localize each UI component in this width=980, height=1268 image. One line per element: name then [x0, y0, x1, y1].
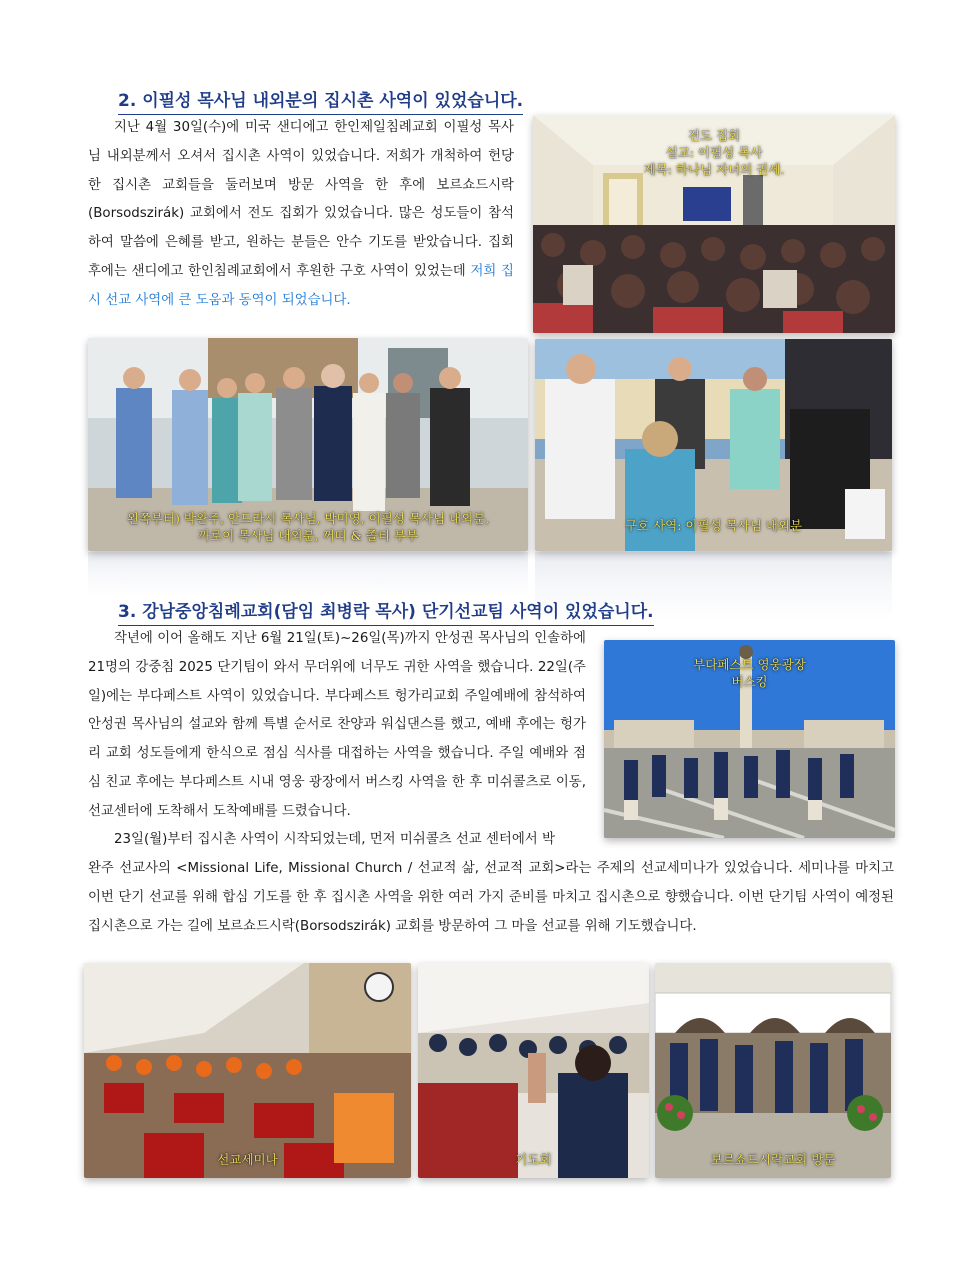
meeting-caption-preacher: 설교: 이필성 목사	[665, 145, 763, 160]
section2-heading: 2. 이필성 목사님 내외분의 집시촌 사역이 있었습니다.	[118, 86, 523, 115]
seminar-scene-illustration	[84, 963, 411, 1178]
prayer-scene-illustration	[418, 963, 649, 1178]
group-caption-line1: 왼쪽부터) 박완주, 안드라시 목사님, 박미영, 이필성 목사님 내외분,	[126, 511, 490, 526]
section3-paragraph1: 작년에 이어 올해도 지난 6월 21일(토)~26일(목)까지 안성권 목사님의 인솔하에 21명의 강중침 2025 단기팀이 와서 무더위에 너무도 귀한 사역을 했습니다. 22일(주일)에는 부다페스트 사역이 있었습니다. 부다페스트 헝가리교회 주일예배에 참석하여 안성권 목사님의 설교와 함께 특별 순서로 찬양과 워십댄스를 했고, 예배 후에는 헝가리 교회 성도들에게 한식으로 점심 식사를 대접하는 사역을 했습니다. 주일 예배와 점심 친교 후에는 부다페스트 시내 영웅 광장에서 버스킹 사역을 한 후 미쉬콜츠로 이동, 선교센터에 도착해서 도착예배를 드렸습니다.	[88, 631, 586, 819]
relief-caption: 구호 사역: 이필성 목사님 내외분	[624, 518, 803, 533]
meeting-caption-sermon: 제목: 하나님 자녀의 권세.	[643, 162, 785, 177]
photo-group-reflection	[88, 552, 528, 596]
church-scene-illustration	[655, 963, 891, 1178]
seminar-caption: 선교세미나	[217, 1152, 278, 1167]
meeting-caption-title: 전도 집회	[687, 128, 741, 143]
section2-paragraph-main: 지난 4월 30일(수)에 미국 샌디에고 한인제일침례교회 이필성 목사님 내외분께서 오셔서 집시촌 사역이 있었습니다. 저희가 개척하여 헌당한 집시촌 교회들을 둘러보며 방문 사역을 한 후에 보르쇼드시락(Borsodszirák) 교회에서 전도 집회가 있었습니다. 많은 성도들이 참석하여 말씀에 은혜를 받고, 원하는 분들은 안수 기도를 받았습니다. 집회 후에는 샌디에고 한인침례교회에서 후원한 구호 사역이 있었는데	[88, 120, 514, 279]
photo-mission-seminar	[84, 963, 411, 1178]
square-caption-line2: 버스킹	[731, 674, 768, 689]
section3-paragraph2-rest: 완주 선교사의 <Missional Life, Missional Church / 선교적 삶, 선교적 교회>라는 주제의 선교세미나가 있었습니다. 세미나를 마치고 이번 단기 선교를 위해 합심 기도를 한 후 집시촌 사역을 위한 여러 가지 준비를 마치고 집시촌으로 향했습니다. 이번 단기팀 사역이 예정된 집시촌으로 가는 길에 보르쇼드시락(Borsodszirák) 교회를 방문하여 그 마을 선교를 위해 기도했습니다.	[88, 861, 894, 934]
section3-paragraph2-start: 23일(월)부터 집시촌 사역이 시작되었는데, 먼저 미쉬콜츠 선교 센터에서 박	[114, 832, 555, 847]
photo-group	[88, 338, 528, 551]
group-caption-line2: 까로이 목사님 내외분, 꺼띠 & 졸티 부부	[197, 528, 419, 543]
church-caption: 보르쇼드시락교회 방문	[710, 1152, 836, 1167]
photo-prayer-meeting	[418, 963, 649, 1178]
photo-relief-ministry	[535, 339, 892, 551]
photo-church-visit	[655, 963, 891, 1178]
photo-evangelistic-meeting	[533, 115, 895, 333]
section2-paragraph	[88, 114, 514, 316]
photo-heroes-square	[604, 640, 895, 838]
section2-paragraph-highlight: 저희 집시 선교 사역에 큰 도움과 동역이 되었습니다.	[88, 263, 514, 308]
prayer-caption: 기도회	[515, 1152, 552, 1167]
section3-heading: 3. 강남중앙침례교회(담임 최병락 목사) 단기선교팀 사역이 있었습니다.	[118, 597, 654, 626]
square-caption-line1: 부다페스트 영웅광장	[693, 657, 806, 672]
